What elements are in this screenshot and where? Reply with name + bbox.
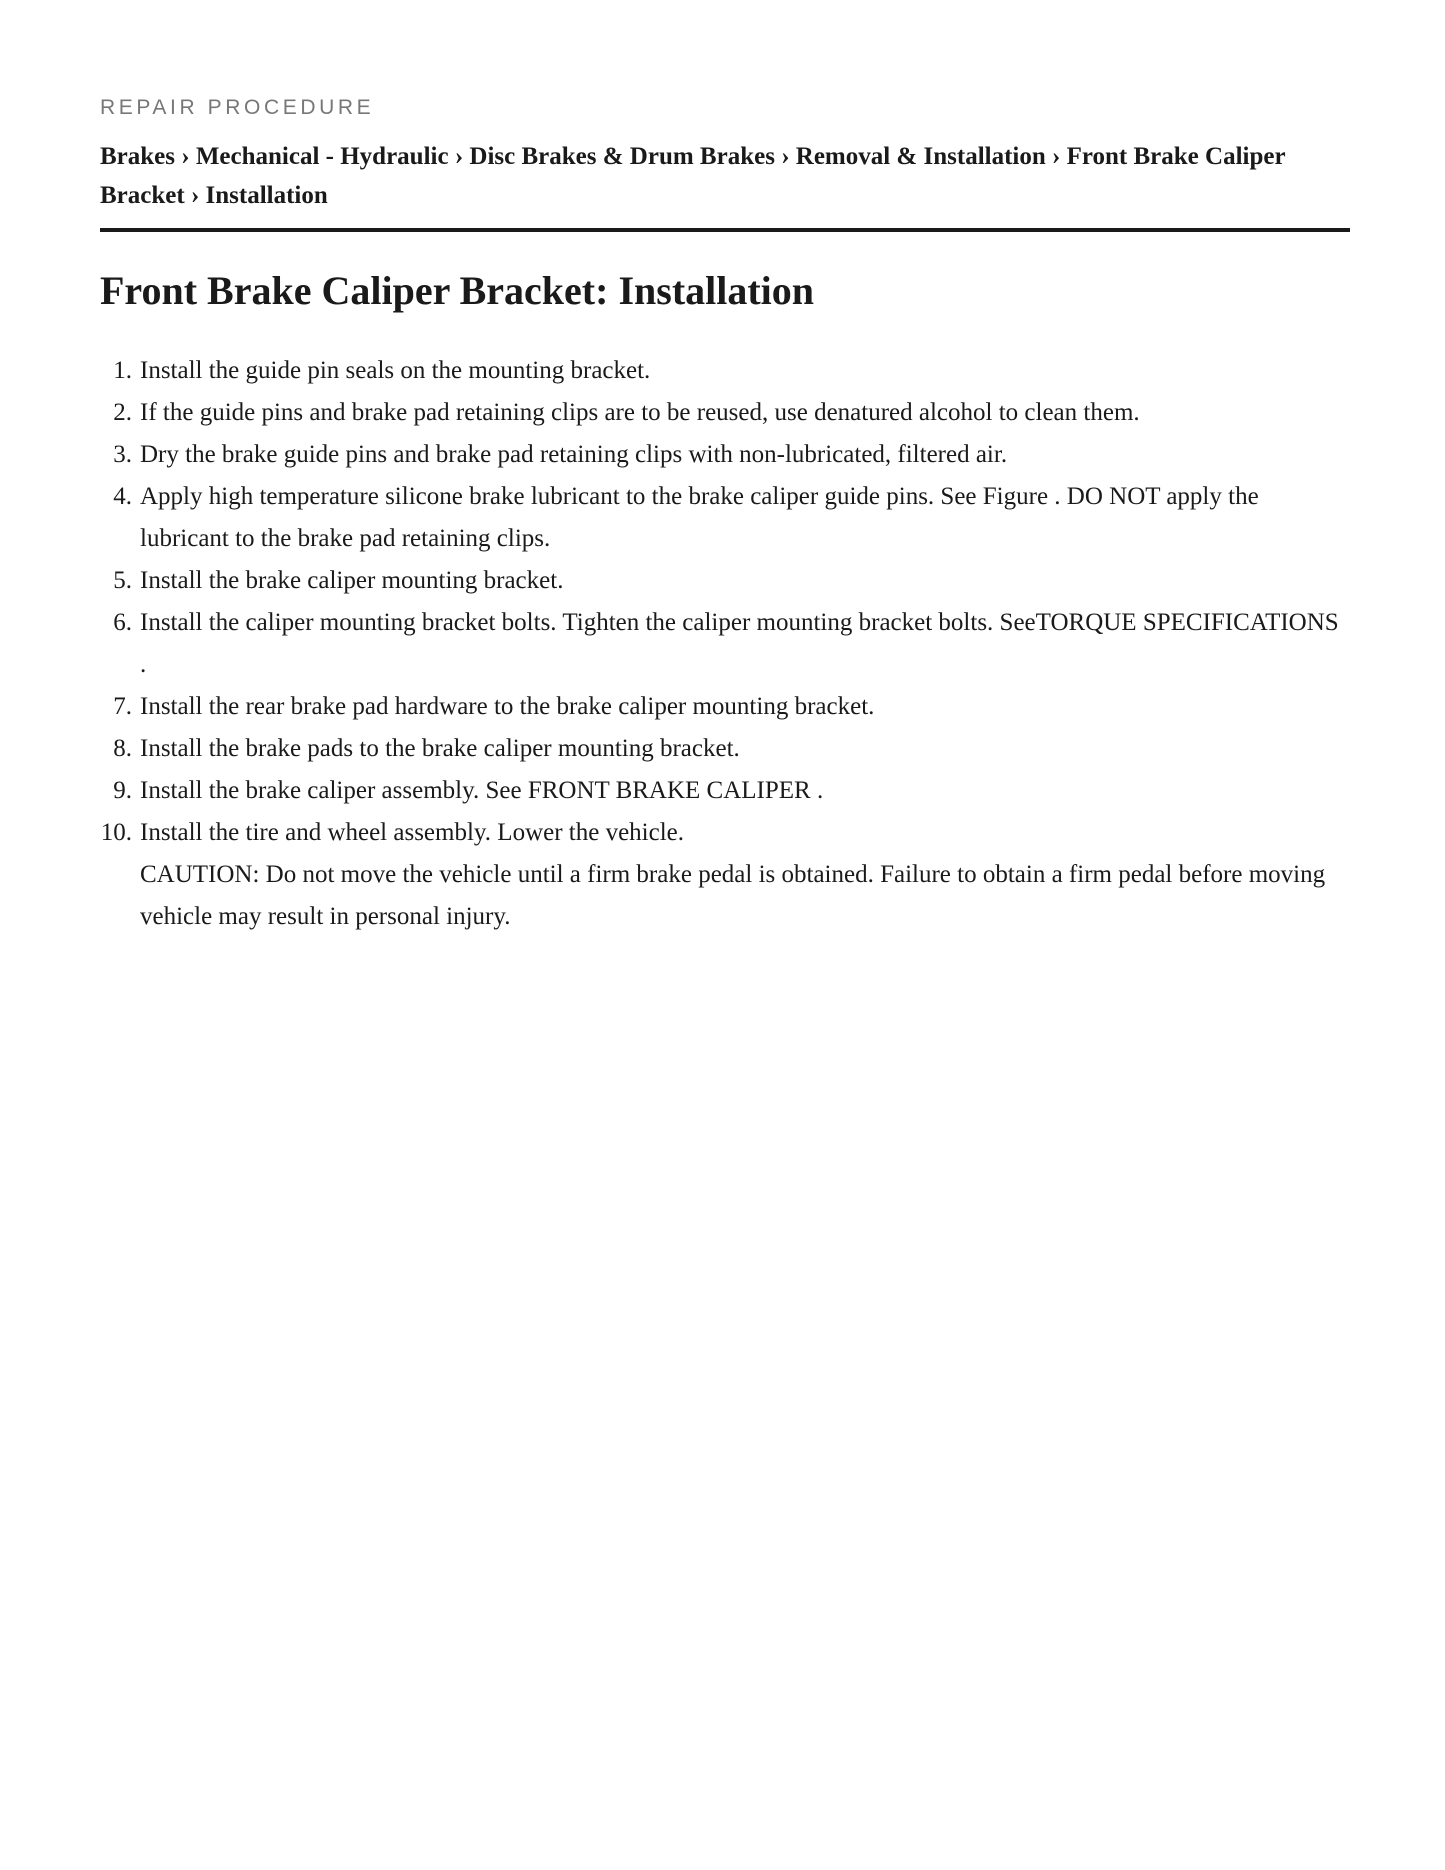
step-text: Apply high temperature silicone brake lubricant to the brake caliper guide pins. See Figure . DO NOT apply the lubricant to the brake pad retaining clips. — [140, 483, 1259, 552]
breadcrumb-item: Disc Brakes & Drum Brakes — [469, 143, 775, 170]
step-item — [100, 812, 1350, 938]
breadcrumb-item: Installation — [205, 182, 328, 209]
step-number: 5. — [113, 567, 132, 594]
breadcrumb-item: Mechanical - Hydraulic — [195, 143, 449, 170]
step-text: Dry the brake guide pins and brake pad retaining clips with non-lubricated, filtered air. — [140, 441, 1008, 468]
step-text: Install the brake pads to the brake caliper mounting bracket. — [140, 735, 740, 762]
step-item — [100, 350, 1350, 392]
breadcrumb-item: Removal & Installation — [795, 143, 1046, 170]
breadcrumb-separator: › — [454, 143, 464, 170]
step-text: Install the rear brake pad hardware to the brake caliper mounting bracket. — [140, 693, 875, 720]
procedure-steps — [100, 350, 1350, 938]
breadcrumb-separator: › — [1052, 143, 1061, 170]
step-number: 2. — [113, 399, 132, 426]
breadcrumb-separator: › — [190, 182, 200, 209]
breadcrumb-item: Front Brake Caliper Bracket — [100, 143, 1286, 209]
step-number: 3. — [113, 441, 132, 468]
step-number: 6. — [113, 609, 132, 636]
breadcrumb-separator: › — [181, 143, 190, 170]
step-item — [100, 770, 1350, 812]
step-item — [100, 560, 1350, 602]
header-divider — [100, 228, 1350, 232]
page-title: Front Brake Caliper Bracket: Installation — [100, 268, 815, 313]
breadcrumb-item: Brakes — [100, 143, 175, 170]
step-text: Install the brake caliper mounting bracket. — [140, 567, 564, 594]
step-number: 4. — [113, 483, 132, 510]
step-item — [100, 602, 1350, 686]
section-kicker: REPAIR PROCEDURE — [100, 96, 375, 119]
step-number: 1. — [113, 357, 132, 384]
step-text: Install the guide pin seals on the mounting bracket. — [140, 357, 651, 384]
breadcrumb — [100, 137, 1350, 215]
step-item — [100, 728, 1350, 770]
step-item — [100, 686, 1350, 728]
step-number: 7. — [113, 693, 132, 720]
step-item — [100, 476, 1350, 560]
step-text: Install the caliper mounting bracket bolts. Tighten the caliper mounting bracket bolts. SeeTORQUE SPECIFICATIONS . — [140, 609, 1339, 678]
step-text: Install the brake caliper assembly. See FRONT BRAKE CALIPER . — [140, 777, 824, 804]
step-number: 9. — [113, 777, 132, 804]
step-number: 8. — [113, 735, 132, 762]
step-item — [100, 392, 1350, 434]
step-text: Install the tire and wheel assembly. Lower the vehicle. — [140, 819, 685, 846]
step-number: 10. — [100, 819, 132, 846]
step-item — [100, 434, 1350, 476]
breadcrumb-separator: › — [781, 143, 790, 170]
step-text: If the guide pins and brake pad retaining clips are to be reused, use denatured alcohol to clean them. — [140, 399, 1140, 426]
caution-note: CAUTION: Do not move the vehicle until a firm brake pedal is obtained. Failure to obtain a firm pedal before moving vehicle may result in personal injury. — [140, 861, 1326, 930]
